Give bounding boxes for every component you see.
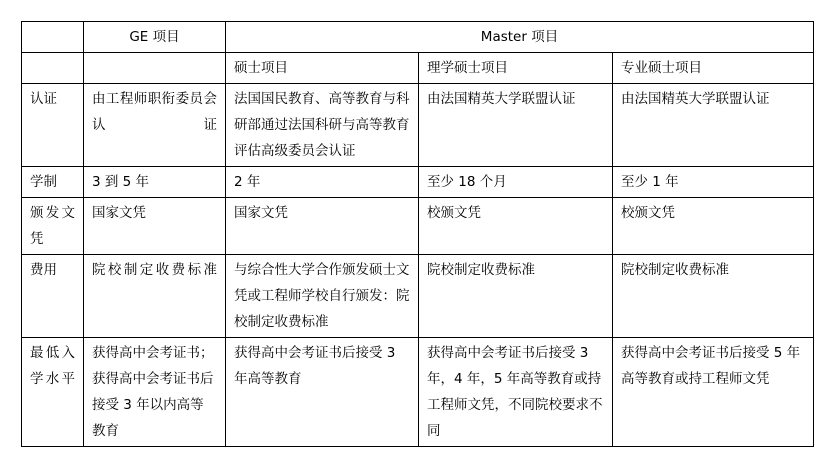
table-row-diploma xyxy=(22,198,814,255)
empty-cell xyxy=(84,53,226,84)
table-cell: 由法国精英大学联盟认证 xyxy=(613,84,814,167)
row-label: 学制 xyxy=(22,167,84,198)
header-master-project: Master 项目 xyxy=(226,22,814,53)
table-cell: 获得高中会考证书后接受 3 年高等教育 xyxy=(226,338,419,447)
table-cell: 由工程师职衔委员会认证 xyxy=(84,84,226,167)
table-row-fees xyxy=(22,255,814,338)
table-cell: 法国国民教育、高等教育与科研部通过法国科研与高等教育评估高级委员会认证 xyxy=(226,84,419,167)
table-cell: 院校制定收费标准 xyxy=(613,255,814,338)
table-cell: 国家文凭 xyxy=(84,198,226,255)
row-label: 认证 xyxy=(22,84,84,167)
corner-cell xyxy=(22,22,84,53)
row-label: 颁发文凭 xyxy=(22,198,84,255)
header-row-1 xyxy=(22,22,814,53)
corner-cell xyxy=(22,53,84,84)
table-cell: 院校制定收费标准 xyxy=(84,255,226,338)
table-cell: 由法国精英大学联盟认证 xyxy=(419,84,613,167)
row-label: 费用 xyxy=(22,255,84,338)
header-master-sub-3: 专业硕士项目 xyxy=(613,53,814,84)
table-cell: 校颁文凭 xyxy=(613,198,814,255)
table-cell: 院校制定收费标准 xyxy=(419,255,613,338)
table-row-admission xyxy=(22,338,814,447)
table-cell: 获得高中会考证书；获得高中会考证书后接受 3 年以内高等教育 xyxy=(84,338,226,447)
row-label: 最低入学水平 xyxy=(22,338,84,447)
table-cell: 与综合性大学合作颁发硕士文凭或工程师学校自行颁发：院校制定收费标准 xyxy=(226,255,419,338)
table-row-certification xyxy=(22,84,814,167)
table-cell: 获得高中会考证书后接受 3 年，4 年，5 年高等教育或持工程师文凭，不同院校要求不同 xyxy=(419,338,613,447)
table-cell: 至少 18 个月 xyxy=(419,167,613,198)
header-ge-project: GE 项目 xyxy=(84,22,226,53)
table-cell: 至少 1 年 xyxy=(613,167,814,198)
table-cell: 国家文凭 xyxy=(226,198,419,255)
header-row-2 xyxy=(22,53,814,84)
table-cell: 校颁文凭 xyxy=(419,198,613,255)
header-master-sub-2: 理学硕士项目 xyxy=(419,53,613,84)
table-cell: 获得高中会考证书后接受 5 年高等教育或持工程师文凭 xyxy=(613,338,814,447)
comparison-table xyxy=(21,21,814,447)
table-cell: 3 到 5 年 xyxy=(84,167,226,198)
table-row-duration xyxy=(22,167,814,198)
table-cell: 2 年 xyxy=(226,167,419,198)
header-master-sub-1: 硕士项目 xyxy=(226,53,419,84)
